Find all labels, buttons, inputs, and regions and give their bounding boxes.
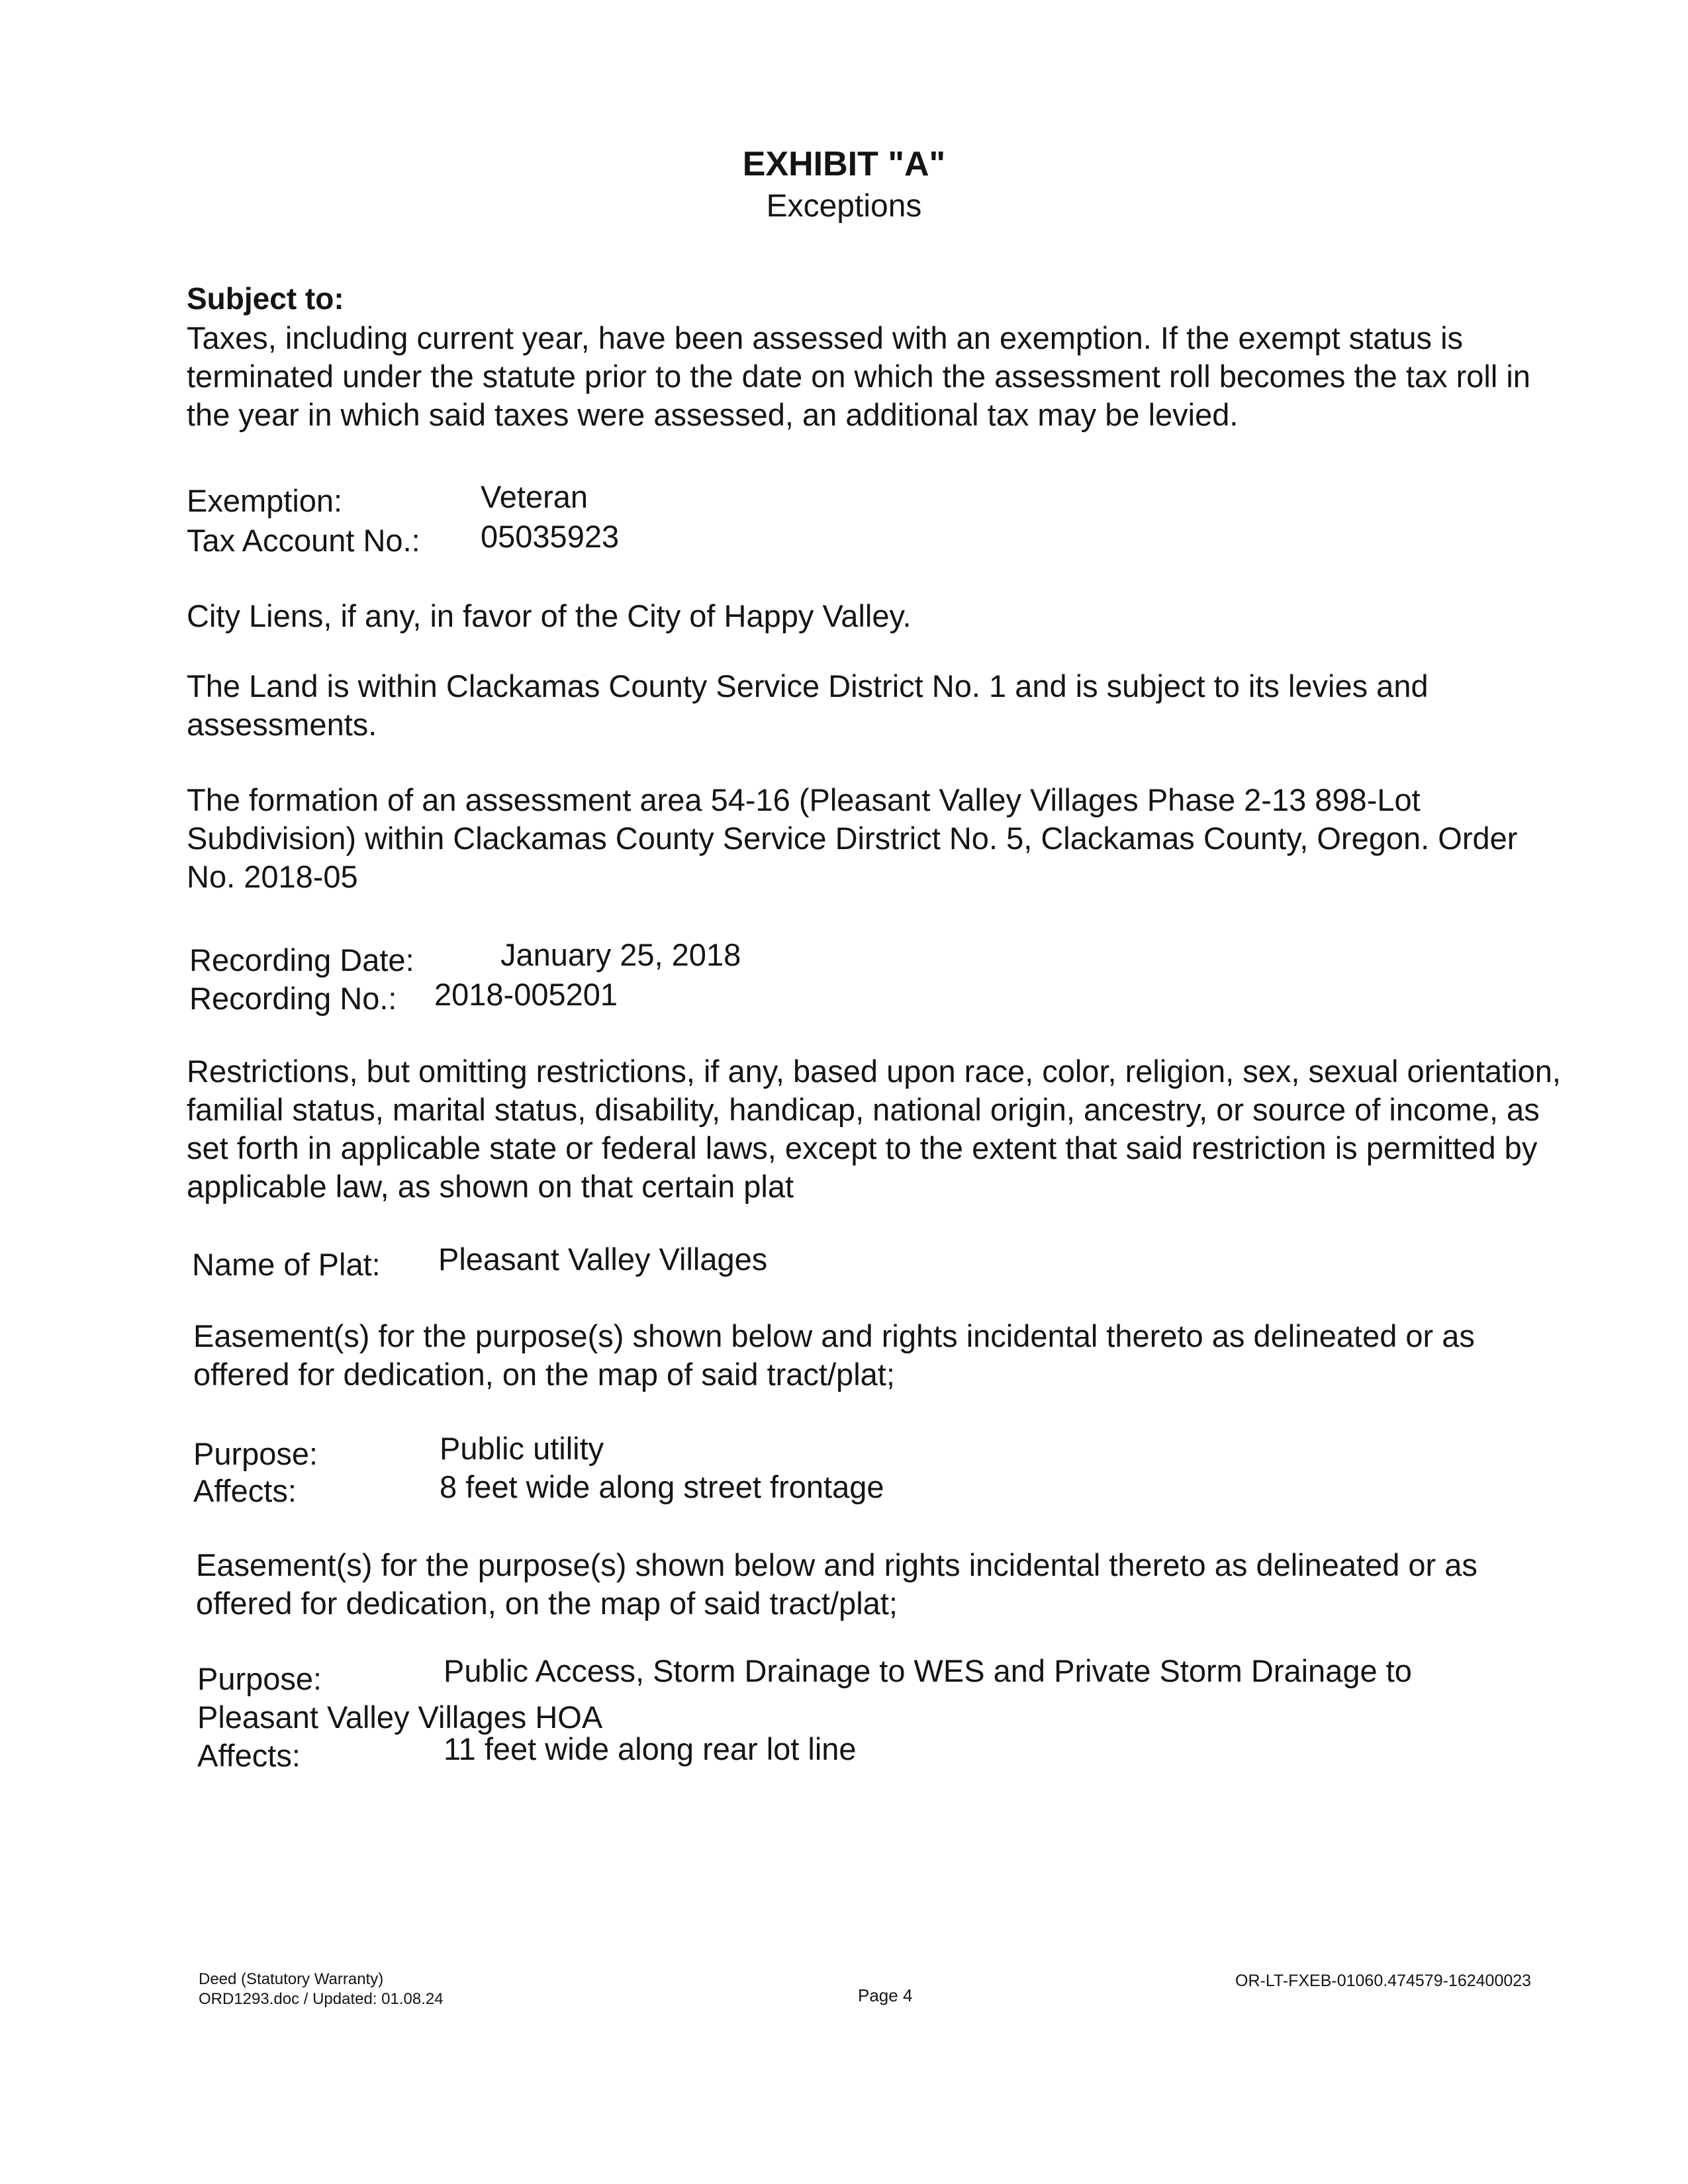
- footer-doc-ref: ORD1293.doc / Updated: 01.08.24: [199, 1990, 444, 2008]
- footer-doc-type: Deed (Statutory Warranty): [199, 1970, 384, 1988]
- easement-2-purpose-label: Purpose:: [197, 1661, 322, 1696]
- easement-2-affects-value: 11 feet wide along rear lot line: [444, 1731, 857, 1766]
- recording-number-label: Recording No.:: [189, 981, 397, 1016]
- easement-1-intro: Easement(s) for the purpose(s) shown below and rights incidental thereto as delineated or as offered for dedication, on the map of said tract/plat;: [193, 1318, 1475, 1392]
- easement-2-affects-label: Affects:: [197, 1738, 301, 1773]
- exhibit-title: EXHIBIT "A": [742, 145, 946, 183]
- easement-2-purpose-value: Public Access, Storm Drainage to WES and Private Storm Drainage to: [444, 1653, 1412, 1688]
- recording-number-value: 2018-005201: [434, 977, 618, 1012]
- plat-name-label: Name of Plat:: [192, 1247, 381, 1282]
- easement-1-affects-label: Affects:: [193, 1473, 297, 1508]
- restrictions-paragraph: Restrictions, but omitting restrictions, if any, based upon race, color, religion, sex, sexual orientation, familial status, marital status, disability, handicap, national origin, ancestry, or source of income, as set forth in applicable state or federal laws, except to the extent that said restriction is permitted by applicable law, as shown on that certain plat: [187, 1054, 1561, 1204]
- recording-date-label: Recording Date:: [189, 942, 414, 978]
- exhibit-subtitle: Exceptions: [766, 189, 922, 224]
- footer-page-number: Page 4: [858, 1985, 913, 2005]
- easement-2-purpose-continued: Pleasant Valley Villages HOA: [197, 1700, 603, 1735]
- tax-account-label: Tax Account No.:: [187, 523, 420, 558]
- taxes-paragraph: Taxes, including current year, have been assessed with an exemption. If the exempt status is terminated under the statute prior to the date on which the assessment roll becomes the tax roll in the year in which said taxes were assessed, an additional tax may be levied.: [187, 320, 1530, 432]
- city-liens-text: City Liens, if any, in favor of the City of Happy Valley.: [187, 598, 912, 633]
- easement-1-purpose-value: Public utility: [440, 1431, 604, 1466]
- footer-order-ref: OR-LT-FXEB-01060.474579-162400023: [1235, 1972, 1532, 1990]
- formation-paragraph: The formation of an assessment area 54-16 (Pleasant Valley Villages Phase 2-13 898-Lot Subdivision) within Clackamas County Service Dirstrict No. 5, Clackamas County, Oregon. Order No. 2018-05: [187, 782, 1518, 894]
- tax-account-value: 05035923: [481, 519, 620, 554]
- service-district-paragraph: The Land is within Clackamas County Service District No. 1 and is subject to its levies and assessments.: [187, 668, 1429, 742]
- plat-name-value: Pleasant Valley Villages: [438, 1242, 768, 1277]
- easement-1-purpose-label: Purpose:: [193, 1436, 318, 1471]
- easement-2-intro: Easement(s) for the purpose(s) shown below and rights incidental thereto as delineated or as offered for dedication, on the map of said tract/plat;: [196, 1547, 1477, 1621]
- exemption-value: Veteran: [481, 479, 588, 514]
- subject-to-heading: Subject to:: [187, 281, 344, 316]
- easement-1-affects-value: 8 feet wide along street frontage: [440, 1469, 884, 1504]
- exemption-label: Exemption:: [187, 483, 343, 518]
- recording-date-value: January 25, 2018: [500, 937, 741, 972]
